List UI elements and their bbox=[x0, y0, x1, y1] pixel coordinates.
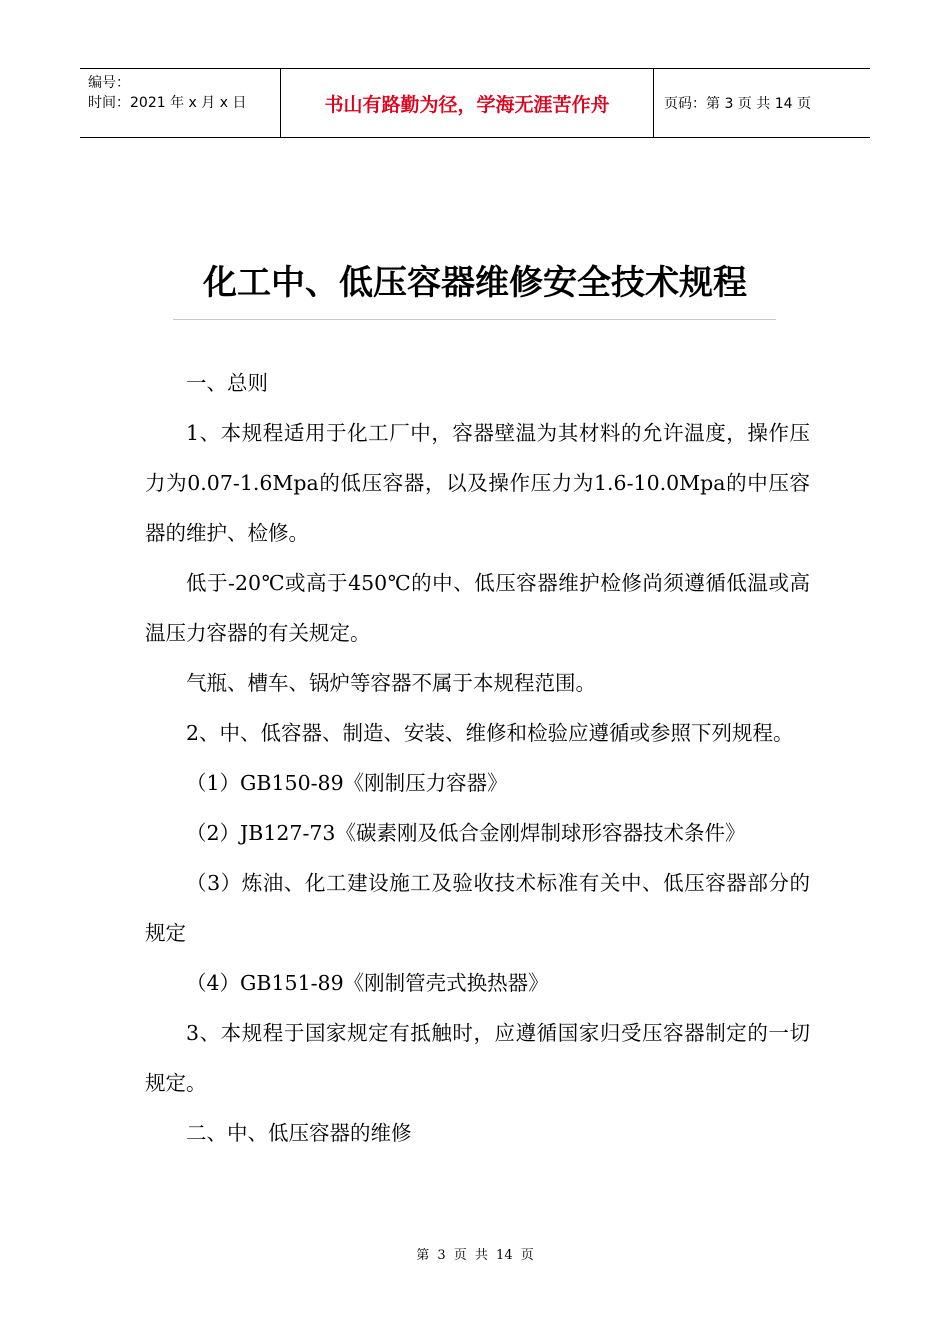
document-number-label: 编号： bbox=[88, 75, 130, 91]
header-meta-cell bbox=[80, 69, 281, 137]
paragraph: 2、中、低容器、制造、安装、维修和检验应遵循或参照下列规程。 bbox=[186, 721, 794, 745]
title-divider bbox=[173, 319, 776, 320]
paragraph: 低于-20℃或高于450℃的中、低压容器维护检修尚须遵循低温或高温压力容器的有关规定。 bbox=[145, 571, 810, 645]
standard-list-item: （3）炼油、化工建设施工及验收技术标准有关中、低压容器部分的规定 bbox=[145, 871, 810, 945]
section-heading-maintenance: 二、中、低压容器的维修 bbox=[186, 1121, 412, 1145]
standard-list-item: （2）JB127-73《碳素刚及低合金刚焊制球形容器技术条件》 bbox=[186, 821, 746, 845]
paragraph: 气瓶、槽车、锅炉等容器不属于本规程范围。 bbox=[186, 671, 596, 695]
document-time-label: 时间：2021 年 x 月 x 日 bbox=[88, 95, 247, 111]
document-title: 化工中、低压容器维修安全技术规程 bbox=[203, 263, 747, 303]
paragraph: 1、本规程适用于化工厂中，容器壁温为其材料的允许温度，操作压力为0.07-1.6Mpa的低压容器，以及操作压力为1.6-10.0Mpa的中压容器的维护、检修。 bbox=[145, 421, 810, 545]
page-header bbox=[80, 68, 870, 138]
standard-list-item: （1）GB150-89《刚制压力容器》 bbox=[186, 771, 508, 795]
document-body bbox=[145, 358, 810, 1158]
header-page-info: 页码：第 3 页 共 14 页 bbox=[664, 96, 811, 112]
standard-list-item: （4）GB151-89《刚制管壳式换热器》 bbox=[186, 971, 549, 995]
header-motto: 书山有路勤为径，学海无涯苦作舟 bbox=[281, 69, 654, 137]
page-footer: 第 3 页 共 14 页 bbox=[416, 1248, 534, 1263]
paragraph: 3、本规程于国家规定有抵触时，应遵循国家归受压容器制定的一切规定。 bbox=[145, 1021, 810, 1095]
section-heading-general: 一、总则 bbox=[186, 371, 268, 395]
